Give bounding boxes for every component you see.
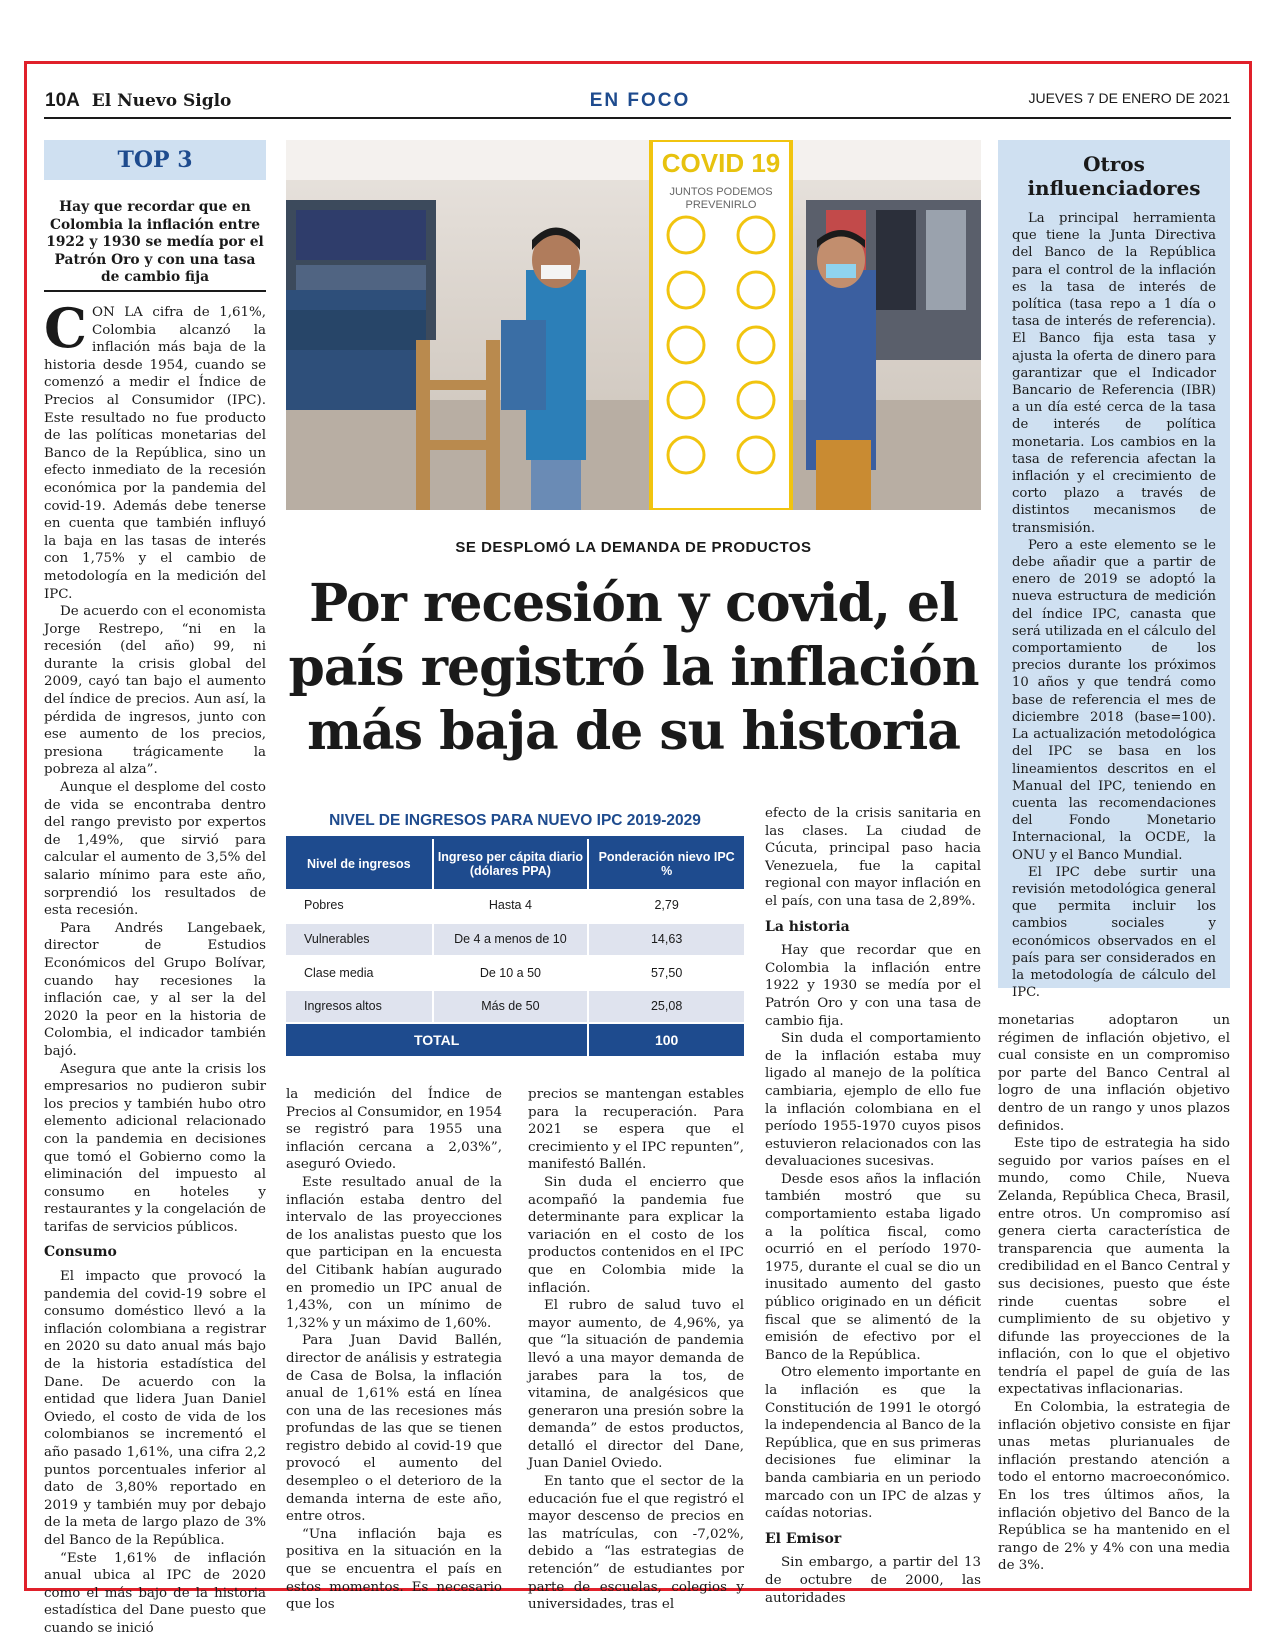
article-paragraph: Para Andrés Langebaek, director de Estudios Económicos del Grupo Bolívar, cuando hay recesiones la inflación cae, y al ser la del 2020 la peor en la historia de Colombia, el indicador también bajó. bbox=[44, 920, 266, 1059]
table-header: Nivel de ingresos bbox=[286, 839, 433, 889]
article-paragraph: CON LA cifra de 1,61%, Colombia alcanzó la inflación más baja de la historia desde 1954, cuando se comenzó a medir el Índice de Precios al Consumidor (IPC). Este resultado no fue producto de las políticas monetarias del Banco de la República, sino un efecto inmediato de la recesión económica por la pandemia del covid-19. Además debe tenerse en cuenta que también influyó la baja en las tasas de interés con 1,75% y el cambio de metodología en la medición del IPC. bbox=[44, 296, 266, 602]
lead-rule bbox=[44, 290, 266, 292]
table-row: Pobres Hasta 4 2,79 bbox=[286, 889, 744, 923]
sidebar-title: Otros influenciadores bbox=[1027, 152, 1201, 200]
sidebar-paragraph: Pero a este elemento se le debe añadir que a partir de enero de 2019 se adoptó la nueva estructura de medición del índice IPC, canasta que será utilizada en el cálculo del comportamiento de los precios durante los próximos 10 años y que tendrá como base de referencia el mes de diciembre 2018 (base=100). La actualización metodológica del IPC se basa en los lineamientos descritos en el Manual del IPC, teniendo en cuenta las recomendaciones del Fondo Monetario Internacional, la OCDE, la ONU y el Banco Mundial. bbox=[1012, 537, 1216, 863]
article-headline: Por recesión y covid, el país registró la inflación más baja de su historia bbox=[288, 573, 979, 762]
article-paragraph: El impacto que provocó la pandemia del covid-19 sobre el consumo doméstico llevó a la inflación colombiana a registrar en 2020 su dato anual más bajo de la historia estadística del Dane. De acuerdo con la entidad que lidera Juan Daniel Oviedo, el costo de vida de los colombianos se incrementó el año pasado 1,61%, una cifra 2,2 puntos porcentuales inferior al dato de 3,80% reportado en 2019 y también muy por debajo de la meta de largo plazo de 3% del Banco de la República. bbox=[44, 1269, 266, 1548]
page-header-left bbox=[45, 90, 231, 114]
article-paragraph: Aunque el desplome del costo de vida se encontraba dentro del rango previsto por expertos de 1,49%, que sirvió para calcular el aumento de 3,5% del salario mínimo para este año, sorprendió los resultados de esta recesión. bbox=[44, 780, 266, 919]
article-paragraph: Hay que recordar que en Colombia la inflación entre 1922 y 1930 se medía por el Patrón Oro y con una tasa de cambio fija. bbox=[765, 943, 981, 1029]
article-column-5 bbox=[998, 1012, 1230, 1575]
ipc-table bbox=[286, 805, 744, 1058]
article-kicker: SE DESPLOMÓ LA DEMANDA DE PRODUCTOS bbox=[455, 539, 812, 556]
article-paragraph: Sin duda el comportamiento de la inflación estaba muy ligado al manejo de la política cambiaria, ejemplo de ello fue la inflación colombiana en el período 1955-1970 cuyos pisos estuvieron relacionados con las devaluaciones sucesivas. bbox=[765, 1031, 981, 1170]
subheading-historia: La historia bbox=[765, 918, 850, 935]
article-paragraph: monetarias adoptaron un régimen de inflación objetivo, el cual consiste en un compromiso por parte del Banco Central al logro de una inflación objetivo dentro de un rango y unos plazos definidos. bbox=[998, 1013, 1230, 1134]
article-paragraph: Para Juan David Ballén, director de análisis y estrategia de Casa de Bolsa, la inflación anual de 1,61% está en línea con una de las recesiones más profundas de las que se tienen registro debido al covid-19 que provocó el aumento del desempleo o el deterioro de la demanda interna de este año, entre otros. bbox=[286, 1333, 502, 1525]
newspaper-name: El Nuevo Siglo bbox=[91, 91, 232, 111]
article-column-2 bbox=[286, 1086, 502, 1614]
table-header: Ingreso per cápita diario (dólares PPA) bbox=[433, 839, 589, 889]
sign-title: COVID 19 bbox=[661, 148, 781, 178]
table-header: Ponderación nievo IPC % bbox=[588, 839, 744, 889]
article-paragraph: la medición del Índice de Precios al Consumidor, en 1954 se registró para 1955 una inflación cercana a 2,03%”, aseguró Oviedo. bbox=[286, 1087, 502, 1173]
article-paragraph: En Colombia, la estrategia de inflación objetivo consiste en fijar unas metas plurianuales de inflación prestando atención a todo el entorno macroeconómico. En los tres últimos años, la inflación objetivo del Banco de la República se ha mantenido en el rango de 2% y 4% con una media de 3%. bbox=[998, 1400, 1230, 1574]
article-paragraph: “Una inflación baja es positiva en la situación en la que se encuentra el país en estos momentos. Es necesario que los bbox=[286, 1526, 502, 1613]
sign-subtitle: PREVENIRLO bbox=[685, 199, 757, 211]
article-paragraph: Asegura que ante la crisis los empresarios no pudieron subir los precios y también hubo otro elemento adicional relacionado con la pandemia en decisiones que tomó el Gobierno como la eliminación del impuesto al consumo en hoteles y restaurantes y la congelación de tarifas de servicios públicos. bbox=[44, 1061, 266, 1235]
header-rule bbox=[44, 117, 1231, 119]
article-paragraph: precios se mantengan estables para la recuperación. Para 2021 se espera que el crecimiento y el IPC repunten”, manifestó Ballén. bbox=[528, 1087, 744, 1173]
subheading-consumo: Consumo bbox=[44, 1244, 117, 1261]
article-paragraph: De acuerdo con el economista Jorge Restrepo, “ni en la recesión (del año) 99, ni durante la crisis global del 2009, cayó tan bajo el aumento del índice de precios. Aun así, la pérdida de ingresos, junto con ese aumento de los precios, presiona trágicamente la pobreza al alza”. bbox=[44, 604, 266, 778]
article-paragraph: Sin embargo, a partir del 13 de octubre de 2000, las autoridades bbox=[765, 1555, 981, 1606]
subheading-emisor: El Emisor bbox=[765, 1530, 842, 1547]
article-paragraph: Otro elemento importante en la inflación es que la Constitución de 1991 le otorgó la independencia al Banco de la República, que en sus primeras decisiones fue eliminar la banda cambiaria en un periodo marcado con un IPC de alzas y caídas notorias. bbox=[765, 1365, 981, 1522]
table-row: Clase media De 10 a 50 57,50 bbox=[286, 956, 744, 990]
sign-subtitle: JUNTOS PODEMOS bbox=[669, 186, 773, 198]
article-paragraph: efecto de la crisis sanitaria en las clases. La ciudad de Cúcuta, principal paso hacia Venezuela, fue la capital regional con mayor inflación en el país, con una tasa de 2,89%. bbox=[765, 806, 981, 909]
top3-label: TOP 3 bbox=[44, 140, 266, 180]
table-row: Ingresos altos Más de 50 25,08 bbox=[286, 990, 744, 1024]
article-paragraph: En tanto que el sector de la educación fue el que registró el mayor descenso de precios en las matrículas, con -7,02%, debido a “las estrategias de retención” de estudiantes por parte de escuelas, colegios y universidades, tras el bbox=[528, 1474, 744, 1613]
page-date: JUEVES 7 DE ENERO DE 2021 bbox=[1028, 90, 1230, 106]
sidebar-box bbox=[998, 140, 1230, 1001]
dropcap: C bbox=[44, 296, 87, 360]
top3-lead: Hay que recordar que en Colombia la inflación entre 1922 y 1930 se medía por el Patrón Oro y con una tasa de cambio fija bbox=[46, 199, 264, 285]
article-column-3 bbox=[528, 1086, 744, 1614]
section-name: EN FOCO bbox=[589, 90, 691, 111]
page-number: 10A bbox=[45, 90, 80, 111]
table-total-row: TOTAL 100 bbox=[286, 1023, 744, 1057]
article-column-1 bbox=[44, 296, 266, 1638]
sidebar-paragraph: La principal herramienta que tiene la Junta Directiva del Banco de la República para el control de la inflación es la tasa de interés de política (tasa repo a 1 día o tasa de interés de referencia). El Banco fija esta tasa y ajusta la oferta de dinero para garantizar que el Indicador Bancario de Referencia (IBR) a un día esté cerca de la tasa de interés de política monetaria. Los cambios en la tasa de referencia afectan la inflación y el crecimiento de corto plazo a través de distintos mecanismos de transmisión. bbox=[1012, 211, 1216, 536]
article-paragraph: Este tipo de estrategia ha sido seguido por varios países en el mundo, como Chile, Nueva Zelanda, República Checa, Brasil, entre otros. Un compromiso así genera cierta característica de transparencia que aumenta la credibilidad en el Banco Central y sus decisiones, puesto que éste rinde cuentas sobre el cumplimiento de su objetivo y difunde las proyecciones de la inflación, con lo que el objetivo tendría el papel de guía de las expectativas inflacionarias. bbox=[998, 1136, 1230, 1398]
table-title: NIVEL DE INGRESOS PARA NUEVO IPC 2019-2029 bbox=[286, 805, 744, 839]
article-paragraph: El rubro de salud tuvo el mayor aumento, de 4,96%, ya que “la situación de pandemia llevó a una mayor demanda de jarabes para la tos, de vitamina, de analgésicos que generaron una presión sobre la demanda” de estos productos, detalló el director del Dane, Juan Daniel Oviedo. bbox=[528, 1298, 744, 1472]
store-photo bbox=[286, 140, 981, 510]
article-paragraph: Sin duda el encierro que acompañó la pandemia fue determinante para explicar la variación en el costo de los productos contenidos en el IPC que en Colombia mide la inflación. bbox=[528, 1174, 744, 1296]
article-paragraph: Este resultado anual de la inflación estaba dentro del intervalo de las proyecciones de los analistas puesto que los que participan en la encuesta del Citibank habían augurado en promedio un IPC anual de 1,43%, con un mínimo de 1,32% y un máximo de 1,60%. bbox=[286, 1174, 502, 1331]
table-row: Vulnerables De 4 a menos de 10 14,63 bbox=[286, 923, 744, 957]
article-paragraph: “Este 1,61% de inflación anual ubica al IPC de 2020 como el más bajo de la historia estadística del Dane puesto que cuando se inició bbox=[44, 1550, 266, 1636]
article-column-4 bbox=[765, 805, 981, 1607]
article-paragraph: Desde esos años la inflación también mostró que su comportamiento estaba ligado a la política fiscal, como ocurrió en el período 1970- 1975, durante el cual se dio un inusitado aumento del gasto público originado en un déficit fiscal que se alimentó de la emisión de efectivo por el Banco de la República. bbox=[765, 1171, 981, 1363]
sidebar-paragraph: El IPC debe surtir una revisión metodológica general que permita incluir los cambios sociales y económicos observados en el país para ser considerados en la metodología de cálculo del IPC. bbox=[1012, 864, 1216, 1001]
